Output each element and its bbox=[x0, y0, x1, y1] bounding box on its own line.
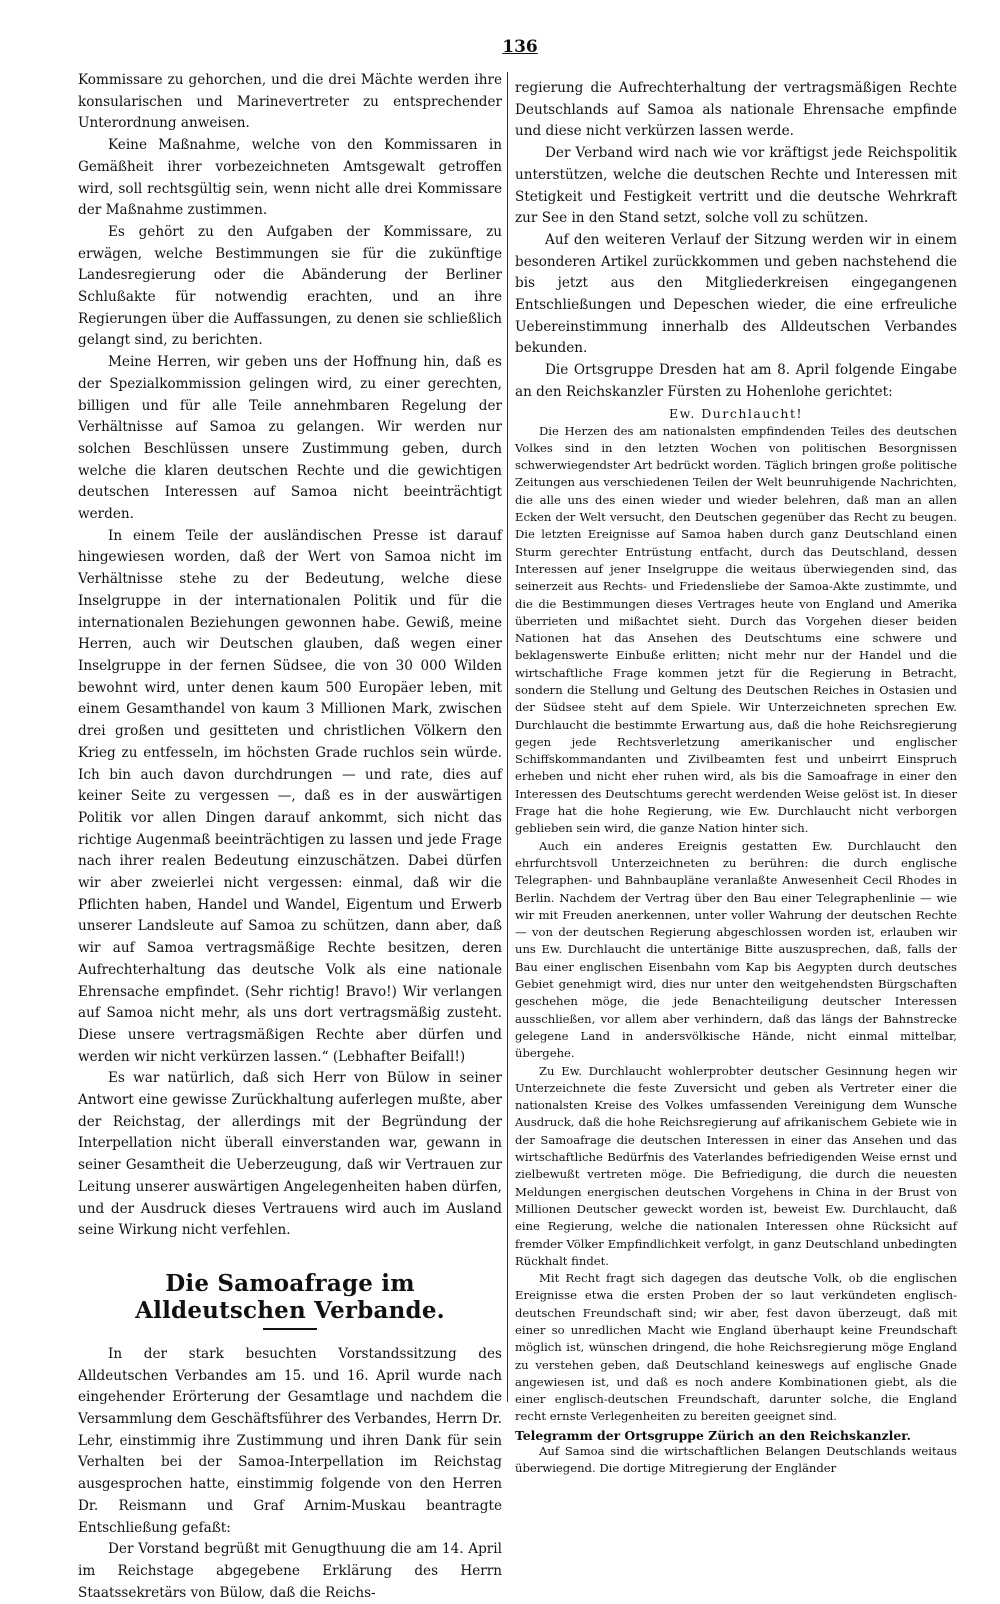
right-column bbox=[515, 78, 957, 1477]
article-paragraph: Der Verband wird nach wie vor kräftigst jede Reichspolitik unterstützen, welche die deutschen Rechte und Interessen mit Stetigkeit und Festigkeit vertritt und die deutsche Wehrkraft zur See in den Stand setzt, solche voll zu schützen. bbox=[515, 145, 957, 227]
telegram-text: Auf Samoa sind die wirtschaftlichen Belangen Deutschlands weitaus überwiegend. Die dortige Mitregierung der Engländer bbox=[515, 1443, 957, 1476]
telegram-heading: Telegramm der Ortsgruppe Zürich an den Reichskanzler. bbox=[515, 1427, 911, 1443]
letter-paragraph: Zu Ew. Durchlaucht wohlerprobter deutscher Gesinnung hegen wir Unterzeichnete die feste Zuversicht und geben als Vertreter einer die nationalsten Kreise des Volkes umfassenden Vereinigung dem Wunsche Ausdruck, daß die hohe Reichsregierung auf afrikanischem Gebiete wie in der Samoafrage die deutschen Interessen in einer das Ansehen und das wirtschaftliche Bedürfnis des Vaterlandes befriedigenden Weise ernst und zielbewußt vertreten möge. Die Befriedigung, die durch die neuesten Meldungen energischen deutschen Vorgehens in China in der Brust von Millionen Deutscher geweckt worden ist, beweist Ew. Durchlaucht, daß eine Regierung, welche die nationalen Interessen ohne Rücksicht auf fremder Völker Empfindlichkeit verfolgt, in ganz Deutschland unbedingten Rückhalt findet. bbox=[515, 1063, 957, 1268]
letter-paragraph: Die Herzen des am nationalsten empfindenden Teiles des deutschen Volkes sind in den letzten Wochen von politischen Besorgnissen schwerwiegendster Art bedrückt worden. Täglich bringen große politische Zeitungen aus verschiedenen Teilen der Welt beunruhigende Nachrichten, die alle uns des einen wieder und wieder belehren, daß man an allen Ecken der Welt versucht, den Deutschen gegenüber das Recht zu beugen. Die letzten Ereignisse auf Samoa haben durch ganz Deutschland einen Sturm gerechter Entrüstung entfacht, durch das Deutschland, dessen Interessen auf jener Inselgruppe die weitaus überwiegenden sind, das seinerzeit aus Rechts- und Friedensliebe der Samoa-Akte zustimmte, und die die Bestimmungen dieses Vertrages heute von England und Amerika überrieten und mißachtet sieht. Durch das Vorgehen dieser beiden Nationen hat das Ansehen des Deutschtums eine schwere und beklagenswerte Einbuße erlitten; nicht mehr nur der Handel und die wirtschaftliche Frage kommen jetzt für die Regierung in Betracht, sondern die Stellung und Geltung des Deutschen Reiches in Ostasien und der Südsee steht auf dem Spiele. Wir Unterzeichneten sprechen Ew. Durchlaucht die bestimmte Erwartung aus, daß die hohe Reichsregierung gegen jede Rechtsverletzung amerikanischer und englischer Schiffskommandanten und Zivilbeamten fest und unbeirrt Einspruch erheben und nicht eher ruhen wird, als bis die Samoafrage in einer den Interessen des Deutschtums gerecht werdenden Weise gelöst ist. In dieser Frage hat die hohe Regierung, wie Ew. Durchlaucht nicht verborgen geblieben sein wird, die ganze Nation hinter sich. bbox=[515, 423, 957, 836]
letter-paragraph: Auch ein anderes Ereignis gestatten Ew. Durchlaucht den ehrfurchtsvoll Unterzeichneten zu berühren: die durch englische Telegraphen- und Bahnbaupläne veranlaßte Anwesenheit Cecil Rhodes in Berlin. Nachdem der Vertrag über den Bau einer Telegraphenlinie — wie wir mit Freuden anerkennen, unter voller Wahrung der deutschen Rechte — von der deutschen Regierung abgeschlossen worden ist, erlauben wir uns Ew. Durchlaucht die untertänige Bitte auszusprechen, daß, falls der Bau einer englischen Eisenbahn vom Kap bis Aegypten durch deutsches Gebiet genehmigt wird, dies nur unter den weitgehendsten Bürgschaften geschehen möge, die jede Benachteiligung deutscher Interessen ausschließen, vor allem aber verhindern, daß das längs der Bahnstrecke gelegene Land in andersvölkische Hände, nicht einmal mittelbar, übergehe. bbox=[515, 838, 957, 1061]
letter-paragraph: Mit Recht fragt sich dagegen das deutsche Volk, ob die englischen Ereignisse etwa die ersten Proben der so laut verkündeten englisch-deutschen Freundschaft sind; wir aber, fest davon überzeugt, daß mit einer so unredlichen Macht wie England überhaupt keine Freundschaft möglich ist, wünschen dringend, die hohe Reichsregierung möge England zu verstehen geben, daß Deutschland keineswegs auf englische Gnade angewiesen ist, und daß es noch andere Kombinationen giebt, als die einer englisch-deutschen Freundschaft, darunter solche, die England recht ernste Verlegenheiten zu bereiten geeignet sind. bbox=[515, 1271, 957, 1424]
article-paragraph: Kommissare zu gehorchen, und die drei Mächte werden ihre konsularischen und Marinevertreter zu entsprechender Unterordnung anweisen. bbox=[78, 72, 502, 132]
section-title: Die Samoafrage im Alldeutschen Verbande. bbox=[135, 1269, 445, 1324]
column-divider bbox=[507, 72, 508, 1402]
letter-salutation: Ew. Durchlaucht! bbox=[669, 405, 803, 421]
article-paragraph: Meine Herren, wir geben uns der Hoffnung hin, daß es der Spezialkommission gelingen wird, zu einer gerechten, billigen und für alle Teile annehmbaren Regelung der Verhältnisse auf Samoa zu gelangen. Wir werden nur solchen Beschlüssen unsere Zustimmung geben, durch welche die klaren deutschen Rechte und die gewichtigen deutschen Interessen auf Samoa nicht beeinträchtigt werden. bbox=[78, 354, 502, 523]
article-paragraph: Es war natürlich, daß sich Herr von Bülow in seiner Antwort eine gewisse Zurückhaltung auferlegen mußte, aber der Reichstag, der allerdings mit der Begründung der Interpellation nicht überall einverstanden war, gewann in seiner Gesamtheit die Ueberzeugung, daß wir Vertrauen zur Leitung unserer auswärtigen Angelegenheiten haben dürfen, und der Ausdruck dieses Vertrauens wird auch im Ausland seine Wirkung nicht verfehlen. bbox=[78, 1070, 502, 1239]
article-paragraph: Auf den weiteren Verlauf der Sitzung werden wir in einem besonderen Artikel zurückkommen und geben nachstehend die bis jetzt aus den Mitgliederkreisen eingegangenen Entschließungen und Depeschen wieder, die eine erfreuliche Uebereinstimmung innerhalb des Alldeutschen Verbandes bekunden. bbox=[515, 231, 957, 357]
article-paragraph: regierung die Aufrechterhaltung der vertragsmäßigen Rechte Deutschlands auf Samoa als nationale Ehrensache empfinde und diese nicht verkürzen lassen werde. bbox=[515, 80, 957, 140]
page-number: 136 bbox=[502, 37, 538, 57]
section-paragraph: In der stark besuchten Vorstandssitzung des Alldeutschen Verbandes am 15. und 16. April wurde nach eingehender Erörterung der Gesamtlage und nachdem die Versammlung dem Geschäftsführer des Verbandes, Herrn Dr. Lehr, einstimmig ihre Zustimmung und ihren Dank für sein Verhalten bei der Samoa-Interpellation im Reichstag ausgesprochen hatte, einstimmig folgende von den Herren Dr. Reismann und Graf Arnim-Muskau beantragte Entschließung gefaßt: bbox=[78, 1345, 502, 1536]
article-paragraph: Keine Maßnahme, welche von den Kommissaren in Gemäßheit ihrer vorbezeichneten Amtsgewalt getroffen wird, soll rechtsgültig sein, wenn nicht alle drei Kommissare der Maßnahme zustimmen. bbox=[78, 137, 502, 219]
article-paragraph: Die Ortsgruppe Dresden hat am 8. April folgende Eingabe an den Reichskanzler Fürsten zu Hohenlohe gerichtet: bbox=[515, 362, 957, 400]
section-paragraph: Der Vorstand begrüßt mit Genugthuung die am 14. April im Reichstage abgegebene Erklärung des Herrn Staatssekretärs von Bülow, daß die Reichs- bbox=[78, 1541, 502, 1601]
heading-rule bbox=[263, 1328, 317, 1330]
article-paragraph: In einem Teile der ausländischen Presse ist darauf hingewiesen worden, daß der Wert von Samoa nicht im Verhältnisse stehe zu der Bedeutung, welche diese Inselgruppe in der internationalen Politik und für die internationalen Beziehungen gewonnen habe. Gewiß, meine Herren, auch wir Deutschen glauben, daß wegen einer Inselgruppe in der fernen Südsee, die von 30 000 Wilden bewohnt wird, unter denen kaum 500 Europäer leben, mit einem Gesamthandel von kaum 3 Millionen Mark, zwischen drei großen und gesitteten und christlichen Völkern den Krieg zu entfesseln, im höchsten Grade ruchlos sein würde. Ich bin auch davon durchdrungen — und rate, dies auf keiner Seite zu vergessen —, daß es in der auswärtigen Politik vor allen Dingen darauf ankommt, sich nicht das richtige Augenmaß beeinträchtigen zu lassen und jede Frage nach ihrer realen Bedeutung einzuschätzen. Dabei dürfen wir aber zweierlei nicht vergessen: einmal, daß wir die Pflichten haben, Handel und Wandel, Eigentum und Erwerb unserer Landsleute auf Samoa zu schützen, dann aber, daß wir auf Samoa vertragsmäßige Rechte besitzen, deren Aufrechterhaltung das deutsche Volk als eine nationale Ehrensache empfindet. (Sehr richtig! Bravo!) Wir verlangen auf Samoa nicht mehr, als uns dort vertragsmäßig zusteht. Diese unsere vertragsmäßigen Rechte aber dürfen und werden wir nicht verkürzen lassen.“ (Lebhafter Beifall!) bbox=[78, 527, 502, 1065]
article-paragraph: Es gehört zu den Aufgaben der Kommissare, zu erwägen, welche Bestimmungen sie für die zukünftige Landesregierung oder die Abänderung der Berliner Schlußakte für notwendig erachten, und an ihre Regierungen über die Auffassungen, zu denen sie schließlich gelangt sind, zu berichten. bbox=[78, 223, 502, 349]
left-column bbox=[78, 70, 502, 1604]
